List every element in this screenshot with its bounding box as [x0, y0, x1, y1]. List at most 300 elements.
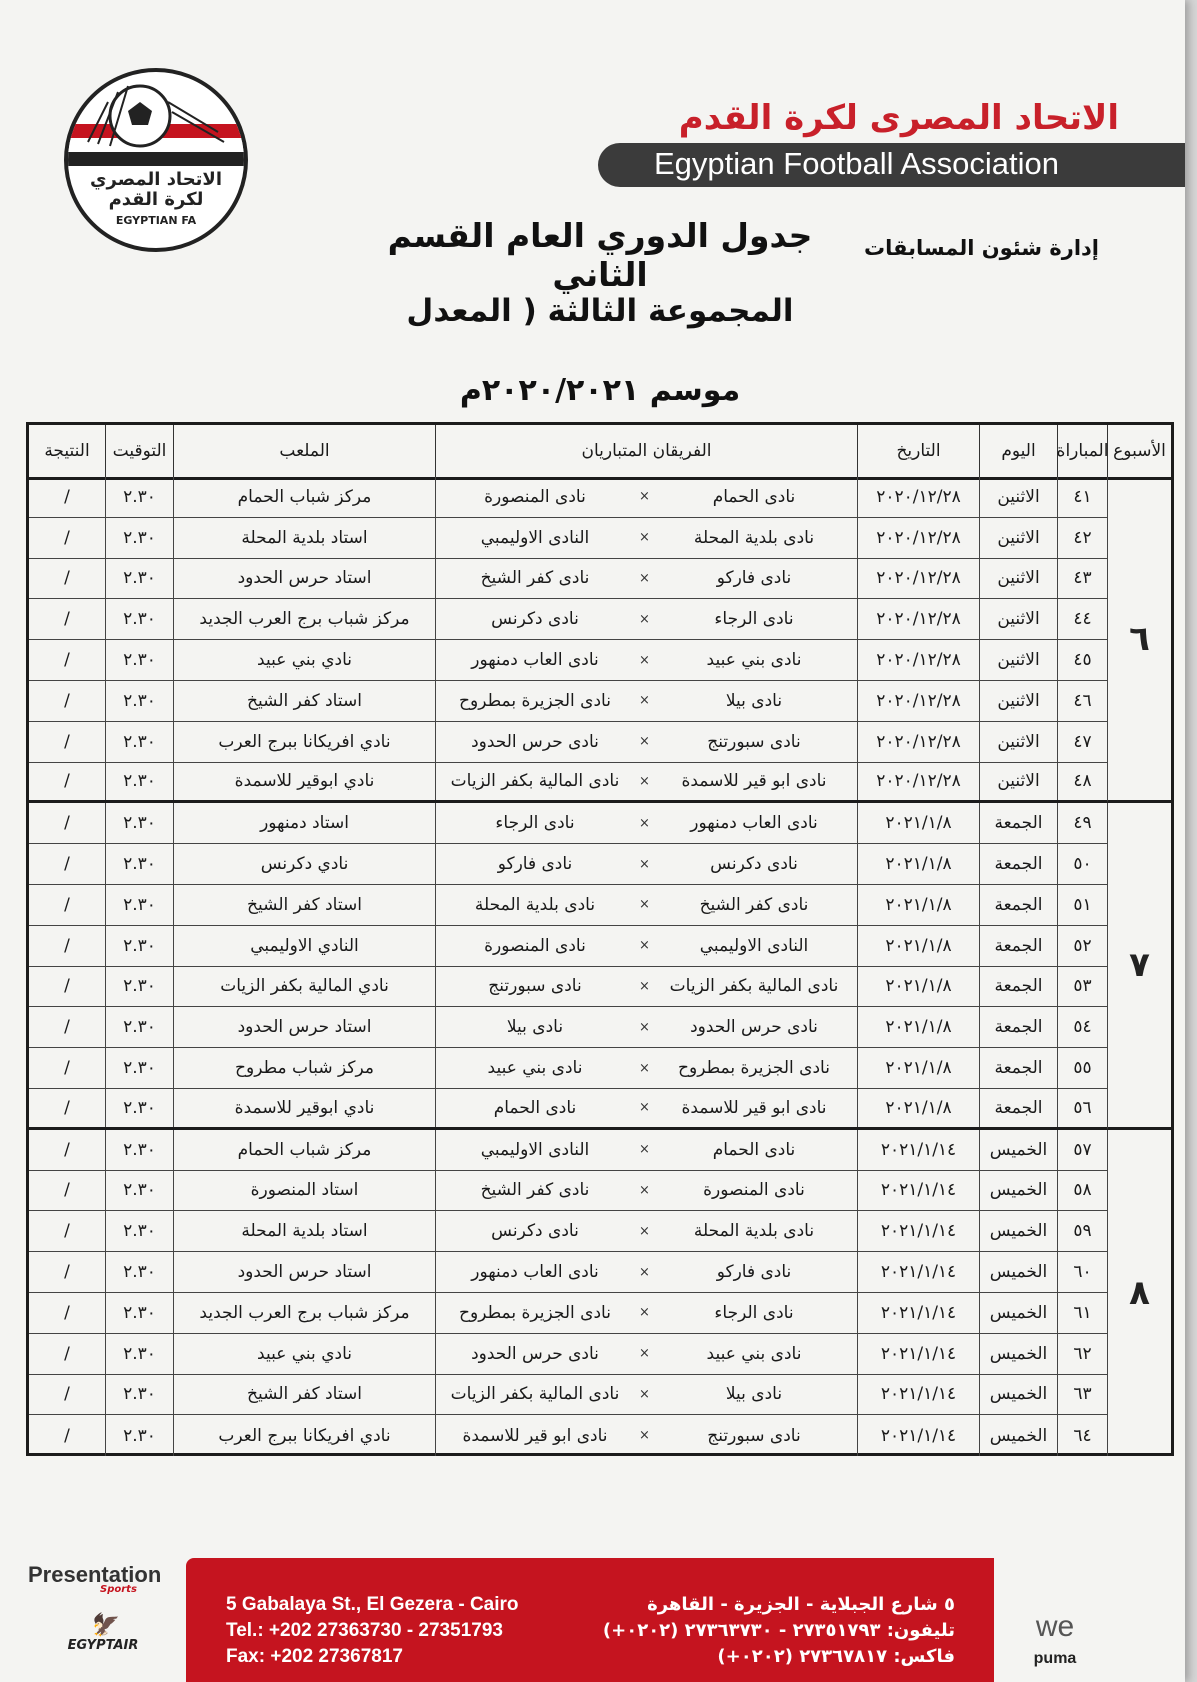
home-team: نادى فاركو [716, 568, 792, 589]
versus-mark: × [639, 570, 650, 586]
table-row [29, 763, 1107, 804]
department-label: إدارة شئون المسابقات [864, 236, 1099, 260]
match-date: ٢٠٢١/١/٨ [857, 1048, 979, 1088]
tel-arabic: تليفون: ٢٧٣٥١٧٩٣ - ٢٧٣٦٣٧٣٠ (٠٢٠٢+) [602, 1620, 955, 1641]
match-teams [435, 803, 857, 843]
header-day: اليوم [979, 425, 1057, 477]
presentation-sports-sub: Sports [100, 1584, 137, 1595]
table-row [29, 803, 1107, 844]
match-number: ٦٠ [1057, 1252, 1107, 1292]
match-day: الاثنين [979, 599, 1057, 639]
away-team: نادى دكرنس [491, 609, 579, 630]
match-date: ٢٠٢١/١/١٤ [857, 1211, 979, 1251]
home-team: نادى كفر الشيخ [699, 894, 809, 915]
versus-mark: × [639, 1428, 650, 1444]
away-team: نادى كفر الشيخ [480, 568, 590, 589]
home-team: نادى العاب دمنهور [690, 813, 818, 834]
match-day: الخميس [979, 1375, 1057, 1415]
versus-mark: × [639, 1386, 650, 1402]
header-teams: الفريقان المتباريان [435, 425, 857, 477]
table-row [29, 1048, 1107, 1089]
match-time: ٢.٣٠ [105, 1048, 173, 1088]
match-result: / [64, 1262, 70, 1283]
match-result: / [64, 731, 70, 752]
away-team: نادى الرجاء [495, 813, 575, 834]
away-team: نادى كفر الشيخ [480, 1180, 590, 1201]
week-number: ٧ [1107, 803, 1171, 1129]
home-team: نادى ابو قير للاسمدة [681, 1097, 827, 1118]
tel-english: Tel.: +202 27363730 - 27351793 [226, 1620, 503, 1641]
header-week: الأسبوع [1107, 425, 1171, 477]
match-day: الجمعة [979, 1089, 1057, 1127]
match-date: ٢٠٢١/١/١٤ [857, 1415, 979, 1456]
footer-sponsors-left [28, 1562, 178, 1682]
match-teams [435, 967, 857, 1007]
match-stadium: استاد حرس الحدود [173, 559, 435, 599]
versus-mark: × [639, 611, 650, 627]
table-row [29, 599, 1107, 640]
match-day: الخميس [979, 1211, 1057, 1251]
match-number: ٦٤ [1057, 1415, 1107, 1456]
match-teams [435, 844, 857, 884]
match-teams [435, 518, 857, 558]
table-row [29, 1007, 1107, 1048]
footer-sponsors-right [1000, 1560, 1110, 1680]
header-result: النتيجة [44, 441, 90, 461]
match-time: ٢.٣٠ [105, 763, 173, 801]
match-date: ٢٠٢١/١/١٤ [857, 1252, 979, 1292]
away-team: نادى المنصورة [484, 486, 586, 507]
match-time: ٢.٣٠ [105, 1334, 173, 1374]
away-team: نادى العاب دمنهور [471, 650, 599, 671]
match-number: ٤٨ [1057, 763, 1107, 801]
versus-mark: × [639, 1019, 650, 1035]
match-time: ٢.٣٠ [105, 844, 173, 884]
match-date: ٢٠٢٠/١٢/٢٨ [857, 477, 979, 517]
home-team: نادى حرس الحدود [690, 1017, 818, 1038]
match-number: ٤٧ [1057, 722, 1107, 762]
match-time: ٢.٣٠ [105, 1211, 173, 1251]
contact-arabic [603, 1592, 955, 1670]
match-day: الخميس [979, 1415, 1057, 1456]
match-date: ٢٠٢٠/١٢/٢٨ [857, 722, 979, 762]
table-row [29, 681, 1107, 722]
match-number: ٤٩ [1057, 803, 1107, 843]
match-number: ٥٦ [1057, 1089, 1107, 1127]
match-stadium: نادي المالية بكفر الزيات [173, 967, 435, 1007]
home-team: النادى الاوليمبي [699, 935, 809, 956]
match-stadium: استاد حرس الحدود [173, 1252, 435, 1292]
fax-english: Fax: +202 27367817 [226, 1646, 403, 1667]
match-day: الاثنين [979, 640, 1057, 680]
match-result: / [64, 1221, 70, 1242]
home-team: نادى بيلا [725, 690, 783, 711]
home-team: نادى الجزيرة بمطروح [678, 1058, 830, 1079]
logo-arabic-text: الاتحاد المصري لكرة القدم [90, 169, 222, 210]
footer [0, 1552, 1185, 1682]
match-day: الجمعة [979, 844, 1057, 884]
versus-mark: × [639, 1182, 650, 1198]
away-team: نادى حرس الحدود [471, 731, 599, 752]
away-team: النادى الاوليمبي [480, 527, 590, 548]
match-stadium: استاد حرس الحدود [173, 1007, 435, 1047]
org-name-arabic: الاتحاد المصرى لكرة القدم [678, 98, 1119, 138]
away-team: نادى المالية بكفر الزيات [450, 1384, 620, 1405]
match-result: / [64, 894, 70, 915]
match-result: / [64, 854, 70, 875]
versus-mark: × [639, 856, 650, 872]
header-time: التوقيت [105, 425, 173, 477]
match-stadium: مركز شباب مطروح [173, 1048, 435, 1088]
table-row [29, 1293, 1107, 1334]
table-row [29, 722, 1107, 763]
match-number: ٤٢ [1057, 518, 1107, 558]
away-team: نادى الجزيرة بمطروح [459, 690, 611, 711]
match-result: / [64, 1343, 70, 1364]
match-number: ٤٤ [1057, 599, 1107, 639]
match-result: / [64, 527, 70, 548]
presentation-sports-logo: Presentation [28, 1562, 162, 1587]
away-team: نادى بني عبيد [487, 1058, 583, 1079]
match-stadium: مركز شباب برج العرب الجديد [173, 1293, 435, 1333]
match-teams [435, 1089, 857, 1127]
match-teams [435, 1171, 857, 1211]
match-day: الجمعة [979, 1007, 1057, 1047]
match-number: ٥٥ [1057, 1048, 1107, 1088]
match-teams [435, 1048, 857, 1088]
match-day: الخميس [979, 1293, 1057, 1333]
match-teams [435, 1211, 857, 1251]
match-time: ٢.٣٠ [105, 926, 173, 966]
match-number: ٥٧ [1057, 1130, 1107, 1170]
match-time: ٢.٣٠ [105, 477, 173, 517]
away-team: نادى الحمام [493, 1097, 577, 1118]
page-title: جدول الدوري العام القسم الثاني [387, 216, 813, 294]
away-team: نادى بيلا [506, 1017, 564, 1038]
match-date: ٢٠٢٠/١٢/٢٨ [857, 681, 979, 721]
versus-mark: × [639, 897, 650, 913]
match-stadium: استاد بلدية المحلة [173, 1211, 435, 1251]
match-result: / [64, 771, 70, 792]
match-date: ٢٠٢١/١/١٤ [857, 1293, 979, 1333]
logo-english-text: EGYPTIAN FA [115, 214, 197, 227]
match-stadium: استاد المنصورة [173, 1171, 435, 1211]
table-row [29, 1089, 1107, 1130]
match-stadium: نادي دكرنس [173, 844, 435, 884]
match-day: الاثنين [979, 681, 1057, 721]
match-time: ٢.٣٠ [105, 1415, 173, 1456]
match-time: ٢.٣٠ [105, 885, 173, 925]
match-result: / [64, 690, 70, 711]
home-team: نادى سبورتنج [707, 731, 801, 752]
match-stadium: نادي افريكانا ببرج العرب [173, 1415, 435, 1456]
match-result: / [64, 609, 70, 630]
away-team: نادى حرس الحدود [471, 1343, 599, 1364]
match-day: الخميس [979, 1252, 1057, 1292]
match-date: ٢٠٢١/١/١٤ [857, 1130, 979, 1170]
contact-english [226, 1592, 519, 1670]
match-stadium: نادي ابوقير للاسمدة [173, 1089, 435, 1127]
match-time: ٢.٣٠ [105, 681, 173, 721]
match-number: ٦١ [1057, 1293, 1107, 1333]
we-logo: we [1035, 1610, 1075, 1643]
versus-mark: × [639, 489, 650, 505]
table-row [29, 967, 1107, 1008]
efa-logo [64, 68, 248, 252]
header-match: المباراة [1057, 425, 1107, 477]
match-time: ٢.٣٠ [105, 722, 173, 762]
match-teams [435, 722, 857, 762]
away-team: نادى الجزيرة بمطروح [459, 1302, 611, 1323]
table-row [29, 1171, 1107, 1212]
address-english: 5 Gabalaya St., El Gezera - Cairo [226, 1594, 519, 1615]
match-day: الخميس [979, 1334, 1057, 1374]
match-teams [435, 640, 857, 680]
versus-mark: × [639, 693, 650, 709]
match-time: ٢.٣٠ [105, 559, 173, 599]
match-day: الخميس [979, 1130, 1057, 1170]
match-number: ٦٣ [1057, 1375, 1107, 1415]
match-day: الجمعة [979, 885, 1057, 925]
home-team: نادى فاركو [716, 1262, 792, 1283]
falcon-icon: 🦅 [89, 1613, 117, 1638]
season-label: موسم ٢٠٢٠/٢٠٢١م [459, 373, 741, 408]
versus-mark: × [639, 734, 650, 750]
match-day: الاثنين [979, 518, 1057, 558]
match-number: ٥١ [1057, 885, 1107, 925]
header-date: التاريخ [857, 425, 979, 477]
match-result: / [64, 1425, 70, 1446]
match-day: الجمعة [979, 1048, 1057, 1088]
page-subtitle: المجموعة الثالثة ( المعدل [406, 293, 794, 329]
table-row [29, 1130, 1107, 1171]
away-team: النادى الاوليمبي [480, 1139, 590, 1160]
match-time: ٢.٣٠ [105, 640, 173, 680]
match-result: / [64, 1097, 70, 1118]
away-team: نادى دكرنس [491, 1221, 579, 1242]
versus-mark: × [639, 1223, 650, 1239]
home-team: نادى الحمام [712, 1139, 796, 1160]
match-number: ٤٥ [1057, 640, 1107, 680]
match-day: الاثنين [979, 559, 1057, 599]
home-team: نادى الحمام [712, 486, 796, 507]
week-number: ٨ [1107, 1130, 1171, 1456]
match-number: ٥٢ [1057, 926, 1107, 966]
match-date: ٢٠٢١/١/٨ [857, 844, 979, 884]
versus-mark: × [639, 1346, 650, 1362]
table-row [29, 1252, 1107, 1293]
match-stadium: استاد كفر الشيخ [173, 681, 435, 721]
away-team: نادى فاركو [497, 854, 573, 875]
match-result: / [64, 1384, 70, 1405]
match-teams [435, 885, 857, 925]
table-row [29, 559, 1107, 600]
match-time: ٢.٣٠ [105, 518, 173, 558]
versus-mark: × [639, 773, 650, 789]
match-number: ٥٣ [1057, 967, 1107, 1007]
fixtures-table [26, 422, 1174, 1456]
match-time: ٢.٣٠ [105, 1130, 173, 1170]
egyptair-text: EGYPTAIR [67, 1638, 139, 1653]
match-teams [435, 1415, 857, 1456]
match-date: ٢٠٢١/١/٨ [857, 885, 979, 925]
match-stadium: نادي بني عبيد [173, 1334, 435, 1374]
home-team: نادى بيلا [725, 1384, 783, 1405]
match-result: / [64, 935, 70, 956]
versus-mark: × [639, 978, 650, 994]
away-team: نادى بلدية المحلة [474, 894, 596, 915]
match-teams [435, 763, 857, 801]
table-body [29, 477, 1171, 1453]
match-number: ٦٢ [1057, 1334, 1107, 1374]
away-team: نادى ابو قير للاسمدة [462, 1425, 608, 1446]
match-stadium: استاد دمنهور [173, 803, 435, 843]
egyptair-logo [28, 1613, 178, 1653]
match-date: ٢٠٢٠/١٢/٢٨ [857, 640, 979, 680]
match-day: الجمعة [979, 967, 1057, 1007]
match-stadium: مركز شباب الحمام [173, 1130, 435, 1170]
match-result: / [64, 650, 70, 671]
match-result: / [64, 1058, 70, 1079]
match-number: ٤٦ [1057, 681, 1107, 721]
match-date: ٢٠٢٠/١٢/٢٨ [857, 518, 979, 558]
match-teams [435, 1252, 857, 1292]
match-day: الاثنين [979, 477, 1057, 517]
home-team: نادى المنصورة [703, 1180, 805, 1201]
match-stadium: استاد كفر الشيخ [173, 885, 435, 925]
match-result: / [64, 1302, 70, 1323]
match-day: الاثنين [979, 763, 1057, 801]
match-stadium: استاد بلدية المحلة [173, 518, 435, 558]
match-number: ٤١ [1057, 477, 1107, 517]
table-row [29, 844, 1107, 885]
home-team: نادى ابو قير للاسمدة [681, 771, 827, 792]
away-team: نادى المنصورة [484, 935, 586, 956]
table-row [29, 640, 1107, 681]
match-date: ٢٠٢١/١/١٤ [857, 1334, 979, 1374]
match-date: ٢٠٢١/١/١٤ [857, 1171, 979, 1211]
match-number: ٥٩ [1057, 1211, 1107, 1251]
table-row [29, 926, 1107, 967]
match-date: ٢٠٢١/١/١٤ [857, 1375, 979, 1415]
versus-mark: × [639, 815, 650, 831]
table-row [29, 1375, 1107, 1416]
match-date: ٢٠٢١/١/٨ [857, 803, 979, 843]
match-day: الخميس [979, 1171, 1057, 1211]
away-team: نادى المالية بكفر الزيات [450, 771, 620, 792]
match-day: الجمعة [979, 803, 1057, 843]
table-row [29, 885, 1107, 926]
versus-mark: × [639, 1060, 650, 1076]
versus-mark: × [639, 1305, 650, 1321]
match-teams [435, 1334, 857, 1374]
match-number: ٥٤ [1057, 1007, 1107, 1047]
match-time: ٢.٣٠ [105, 1007, 173, 1047]
match-time: ٢.٣٠ [105, 1375, 173, 1415]
match-day: الاثنين [979, 722, 1057, 762]
versus-mark: × [639, 938, 650, 954]
match-number: ٤٣ [1057, 559, 1107, 599]
match-day: الجمعة [979, 926, 1057, 966]
match-teams [435, 926, 857, 966]
home-team: نادى بني عبيد [706, 650, 802, 671]
match-result: / [64, 1017, 70, 1038]
home-team: نادى بلدية المحلة [693, 1221, 815, 1242]
match-teams [435, 477, 857, 517]
match-time: ٢.٣٠ [105, 1171, 173, 1211]
match-date: ٢٠٢١/١/٨ [857, 1089, 979, 1127]
match-date: ٢٠٢١/١/٨ [857, 967, 979, 1007]
org-name-english: Egyptian Football Association [654, 146, 1059, 181]
table-row [29, 1415, 1107, 1456]
match-result: / [64, 976, 70, 997]
match-teams [435, 1130, 857, 1170]
match-time: ٢.٣٠ [105, 803, 173, 843]
table-row [29, 1211, 1107, 1252]
match-result: / [64, 813, 70, 834]
match-teams [435, 1375, 857, 1415]
match-stadium: نادي افريكانا ببرج العرب [173, 722, 435, 762]
fax-arabic: فاكس: ٢٧٣٦٧٨١٧ (٠٢٠٢+) [717, 1646, 955, 1667]
match-result: / [64, 568, 70, 589]
match-stadium: نادي ابوقير للاسمدة [173, 763, 435, 801]
match-stadium: نادي بني عبيد [173, 640, 435, 680]
versus-mark: × [639, 530, 650, 546]
puma-logo: puma [1033, 1650, 1077, 1667]
match-date: ٢٠٢٠/١٢/٢٨ [857, 763, 979, 801]
home-team: نادى المالية بكفر الزيات [669, 976, 839, 997]
match-number: ٥٠ [1057, 844, 1107, 884]
match-teams [435, 681, 857, 721]
match-stadium: مركز شباب الحمام [173, 477, 435, 517]
match-time: ٢.٣٠ [105, 1089, 173, 1127]
match-teams [435, 599, 857, 639]
table-header [29, 425, 1171, 480]
versus-mark: × [639, 1264, 650, 1280]
home-team: نادى دكرنس [710, 854, 798, 875]
table-row [29, 1334, 1107, 1375]
week-number: ٦ [1107, 477, 1171, 803]
match-time: ٢.٣٠ [105, 1252, 173, 1292]
home-team: نادى بني عبيد [706, 1343, 802, 1364]
match-teams [435, 1007, 857, 1047]
match-stadium: استاد كفر الشيخ [173, 1375, 435, 1415]
table-row [29, 477, 1107, 518]
home-team: نادى الرجاء [714, 609, 794, 630]
home-team: نادى بلدية المحلة [693, 527, 815, 548]
versus-mark: × [639, 1100, 650, 1116]
versus-mark: × [639, 652, 650, 668]
table-row [29, 518, 1107, 559]
match-date: ٢٠٢٠/١٢/٢٨ [857, 599, 979, 639]
match-date: ٢٠٢١/١/٨ [857, 1007, 979, 1047]
match-result: / [64, 1180, 70, 1201]
home-team: نادى الرجاء [714, 1302, 794, 1323]
match-stadium: النادي الاوليمبي [173, 926, 435, 966]
match-result: / [64, 1139, 70, 1160]
header-stadium: الملعب [173, 425, 435, 477]
match-date: ٢٠٢٠/١٢/٢٨ [857, 559, 979, 599]
match-time: ٢.٣٠ [105, 599, 173, 639]
match-time: ٢.٣٠ [105, 1293, 173, 1333]
match-date: ٢٠٢١/١/٨ [857, 926, 979, 966]
match-time: ٢.٣٠ [105, 967, 173, 1007]
match-number: ٥٨ [1057, 1171, 1107, 1211]
match-result: / [64, 486, 70, 507]
versus-mark: × [639, 1142, 650, 1158]
away-team: نادى العاب دمنهور [471, 1262, 599, 1283]
away-team: نادى سبورتنج [488, 976, 582, 997]
